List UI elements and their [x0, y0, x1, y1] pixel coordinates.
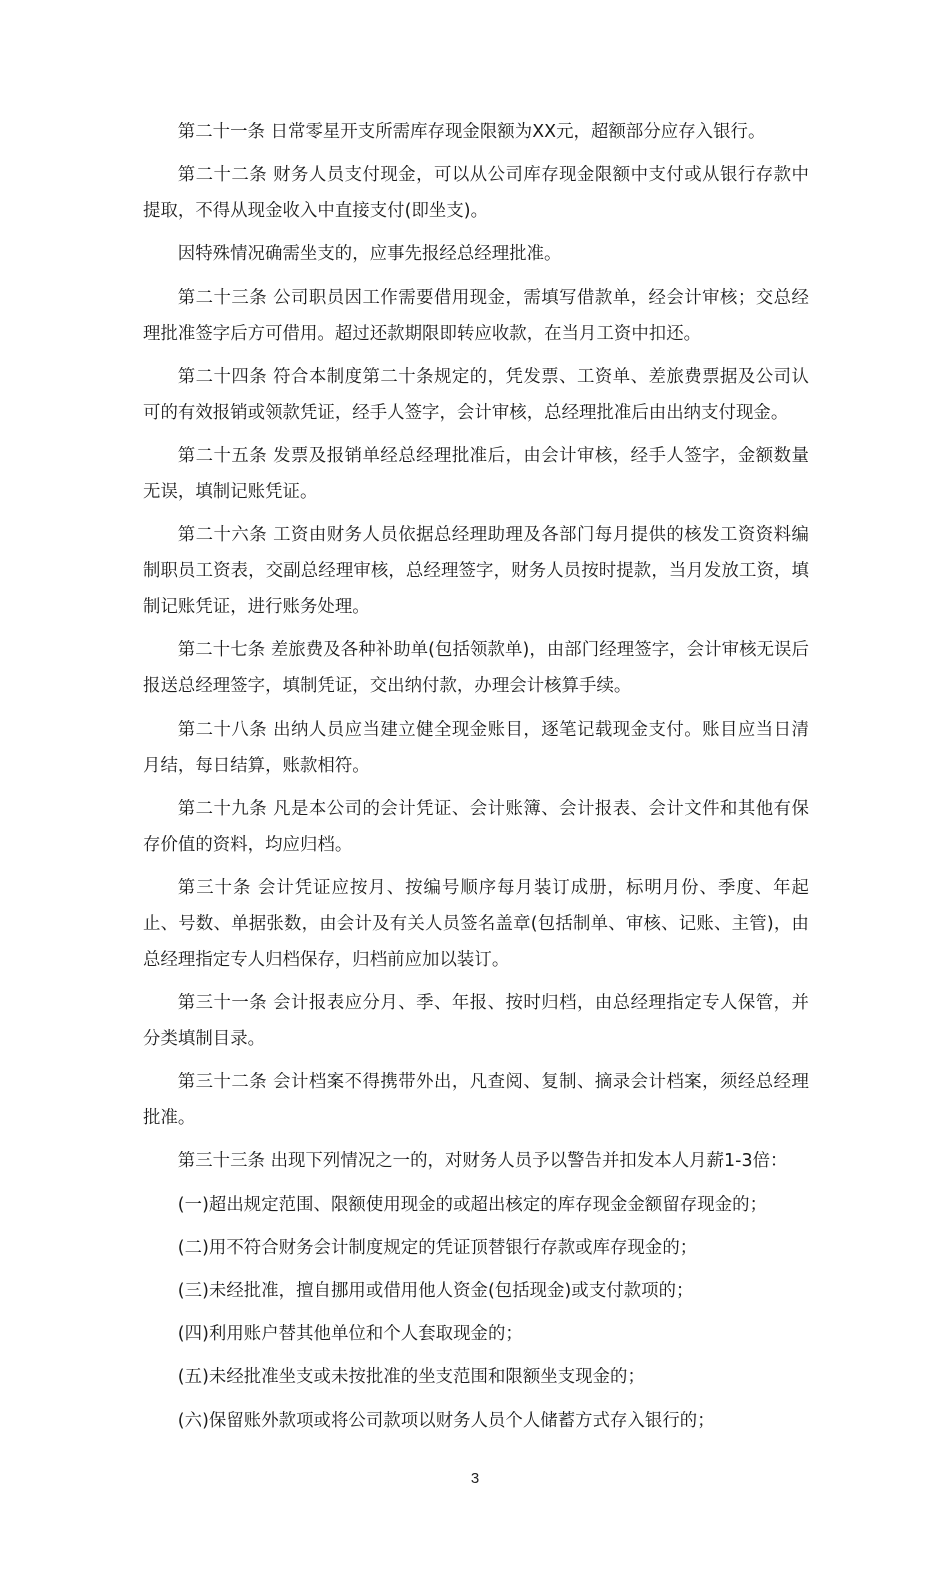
paragraph-article-22-note: 因特殊情况确需坐支的，应事先报经总经理批准。 — [177, 244, 562, 265]
paragraph-article-31: 第三十一条 会计报表应分月、季、年报、按时归档，由总经理指定专人保管，并分类填制目录。 — [143, 993, 809, 1050]
paragraph-article-29: 第二十九条 凡是本公司的会计凭证、会计账簿、会计报表、会计文件和其他有保存价值的资料，均应归档。 — [143, 798, 809, 855]
paragraph-article-30: 第三十条 会计凭证应按月、按编号顺序每月装订成册，标明月份、季度、年起止、号数、单据张数，由会计及有关人员签名盖章(包括制单、审核、记账、主管)，由总经理指定专人归档保存，归档前应加以装订。 — [143, 877, 809, 970]
paragraph-article-28: 第二十八条 出纳人员应当建立健全现金账目，逐笔记载现金支付。账目应当日清月结，每日结算，账款相符。 — [143, 719, 809, 776]
paragraph-article-25: 第二十五条 发票及报销单经总经理批准后，由会计审核，经手人签字，金额数量无误，填制记账凭证。 — [143, 445, 809, 502]
list-item-4: (四)利用账户替其他单位和个人套取现金的； — [177, 1324, 523, 1345]
paragraph-article-24: 第二十四条 符合本制度第二十条规定的，凭发票、工资单、差旅费票据及公司认可的有效报销或领款凭证，经手人签字，会计审核，总经理批准后由出纳支付现金。 — [143, 366, 809, 423]
paragraph-article-21: 第二十一条 日常零星开支所需库存现金限额为XX元，超额部分应存入银行。 — [177, 122, 766, 142]
paragraph-article-27: 第二十七条 差旅费及各种补助单(包括领款单)，由部门经理签字，会计审核无误后报送总经理签字，填制凭证，交出纳付款，办理会计核算手续。 — [143, 640, 809, 697]
paragraph-article-22: 第二十二条 财务人员支付现金，可以从公司库存现金限额中支付或从银行存款中提取，不得从现金收入中直接支付(即坐支)。 — [143, 165, 809, 222]
document-body — [143, 114, 809, 1446]
list-item-5: (五)未经批准坐支或未按批准的坐支范围和限额坐支现金的； — [177, 1367, 645, 1388]
page-number: 3 — [470, 1470, 480, 1487]
list-item-1: (一)超出规定范围、限额使用现金的或超出核定的库存现金金额留存现金的； — [177, 1194, 768, 1215]
list-item-3: (三)未经批准，擅自挪用或借用他人资金(包括现金)或支付款项的； — [177, 1281, 694, 1301]
paragraph-article-32: 第三十二条 会计档案不得携带外出，凡查阅、复制、摘录会计档案，须经总经理批准。 — [143, 1072, 809, 1129]
paragraph-article-26: 第二十六条 工资由财务人员依据总经理助理及各部门每月提供的核发工资资料编制职员工资表，交副总经理审核，总经理签字，财务人员按时提款，当月发放工资，填制记账凭证，进行账务处理。 — [143, 525, 809, 618]
list-item-2: (二)用不符合财务会计制度规定的凭证顶替银行存款或库存现金的； — [177, 1237, 698, 1258]
list-item-6: (六)保留账外款项或将公司款项以财务人员个人储蓄方式存入银行的； — [177, 1410, 715, 1431]
paragraph-article-23: 第二十三条 公司职员因工作需要借用现金，需填写借款单，经会计审核；交总经理批准签字后方可借用。超过还款期限即转应收款，在当月工资中扣还。 — [143, 287, 809, 344]
paragraph-article-33: 第三十三条 出现下列情况之一的，对财务人员予以警告并扣发本人月薪1-3倍： — [177, 1151, 788, 1172]
